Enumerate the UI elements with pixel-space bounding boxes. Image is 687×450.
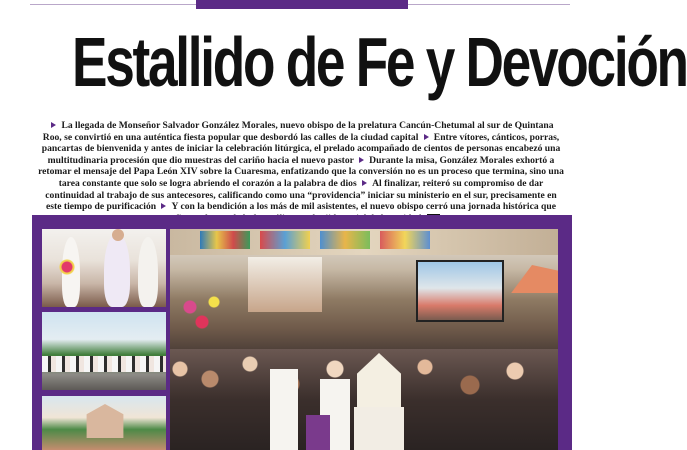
photo-church-exterior[interactable]: [42, 396, 166, 450]
bullet-triangle-icon: [161, 203, 166, 209]
photo-mass-crowd[interactable]: [170, 229, 558, 450]
stained-glass-window: [200, 231, 250, 249]
purple-vestment: [306, 415, 330, 450]
deck-item-4: Al finalizar, reiteró su compromiso de dar continuidad al trabajo de sus antecesores, calificando como una “providencia” iniciar su ministerio en el sur, precisamente en este tiempo de purificación: [45, 177, 557, 213]
deck-item-3: Durante la misa, González Morales exhortó a retomar el mensaje del Papa León XIV sobre la Cuaresma, enfatizando que la conversión no es un proceso que termina, sino una tarea constante que solo se logra abriendo el corazón a la palabra de dios: [38, 154, 564, 189]
photo-bishop-with-flowers[interactable]: [42, 229, 166, 307]
bishop-robe: [354, 407, 404, 450]
photo-street-procession[interactable]: [42, 312, 166, 390]
section-color-bar: [196, 0, 408, 9]
orange-tent: [506, 265, 558, 293]
flower-bouquet-icon: [58, 259, 76, 275]
video-screen: [416, 260, 504, 322]
person-figure: [138, 237, 158, 307]
deck-item-1: La llegada de Monseñor Salvador González Morales, nuevo obispo de la prelatura Cancún-Chetumal al sur de Quintana Roo, se convirtió en una auténtica fiesta popular que desbordó las calles de la ciudad capital: [42, 120, 554, 143]
headline: Estallido de Fe y Devoción: [72, 23, 687, 101]
bullet-triangle-icon: [424, 134, 429, 140]
altar: [248, 257, 322, 312]
stained-glass-window: [320, 231, 370, 249]
church-building: [82, 404, 128, 438]
priest-robe: [270, 369, 298, 450]
person-figure: [104, 233, 130, 307]
bullet-triangle-icon: [51, 122, 56, 128]
deck-summary: [38, 120, 564, 224]
procession-crowd: [42, 356, 166, 372]
person-head: [112, 229, 124, 241]
flower-decoration: [178, 287, 238, 337]
top-rule-right: [408, 4, 570, 5]
bullet-triangle-icon: [362, 180, 367, 186]
top-rule-left: [30, 4, 196, 5]
stained-glass-window: [380, 231, 430, 249]
deck-item-2: Entre vítores, cánticos, porras, pancartas de bienvenida y antes de iniciar la celebración litúrgica, el prelado acompañado de cientos de personas encabezó una multitudinaria procesión que dio muestras del cariño hacia el nuevo pastor: [41, 131, 561, 166]
stained-glass-window: [260, 231, 310, 249]
deck-item-5: Y con la bendición a los más de mil asistentes, el nuevo obispo cerró una jornada histórica que: [171, 201, 556, 213]
bullet-triangle-icon: [359, 157, 364, 163]
